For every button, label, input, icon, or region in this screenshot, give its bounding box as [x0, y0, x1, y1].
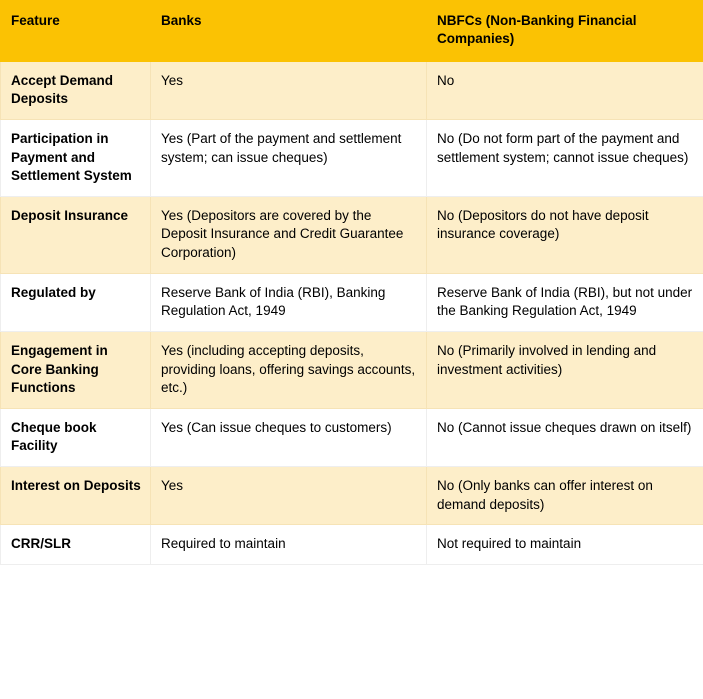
table-row: [1, 408, 703, 466]
table-row: [1, 196, 703, 273]
cell-nbfcs: No (Do not form part of the payment and settlement system; cannot issue cheques): [427, 119, 703, 196]
cell-banks: Yes: [151, 61, 427, 119]
cell-nbfcs: No: [427, 61, 703, 119]
cell-feature: Participation in Payment and Settlement System: [1, 119, 151, 196]
cell-feature: Interest on Deposits: [1, 467, 151, 525]
cell-nbfcs: No (Depositors do not have deposit insurance coverage): [427, 196, 703, 273]
cell-banks: Yes (Depositors are covered by the Deposit Insurance and Credit Guarantee Corporation): [151, 196, 427, 273]
cell-feature: Regulated by: [1, 273, 151, 331]
table-row: [1, 273, 703, 331]
table-row: [1, 467, 703, 525]
cell-nbfcs: No (Only banks can offer interest on demand deposits): [427, 467, 703, 525]
cell-feature: CRR/SLR: [1, 525, 151, 565]
cell-nbfcs: Reserve Bank of India (RBI), but not under the Banking Regulation Act, 1949: [427, 273, 703, 331]
cell-banks: Yes: [151, 467, 427, 525]
table-row: [1, 119, 703, 196]
cell-banks: Yes (including accepting deposits, providing loans, offering savings accounts, etc.): [151, 331, 427, 408]
table-row: [1, 331, 703, 408]
cell-feature: Accept Demand Deposits: [1, 61, 151, 119]
cell-banks: Required to maintain: [151, 525, 427, 565]
column-header-banks: Banks: [151, 1, 427, 62]
cell-nbfcs: Not required to maintain: [427, 525, 703, 565]
cell-banks: Reserve Bank of India (RBI), Banking Regulation Act, 1949: [151, 273, 427, 331]
table-header-row: [1, 1, 703, 62]
table-body: [1, 61, 703, 564]
table-row: [1, 61, 703, 119]
cell-nbfcs: No (Cannot issue cheques drawn on itself): [427, 408, 703, 466]
cell-feature: Engagement in Core Banking Functions: [1, 331, 151, 408]
table-row: [1, 525, 703, 565]
cell-feature: Cheque book Facility: [1, 408, 151, 466]
column-header-feature: Feature: [1, 1, 151, 62]
cell-feature: Deposit Insurance: [1, 196, 151, 273]
cell-banks: Yes (Can issue cheques to customers): [151, 408, 427, 466]
cell-nbfcs: No (Primarily involved in lending and investment activities): [427, 331, 703, 408]
column-header-nbfcs: NBFCs (Non-Banking Financial Companies): [427, 1, 703, 62]
table-header: [1, 1, 703, 62]
cell-banks: Yes (Part of the payment and settlement system; can issue cheques): [151, 119, 427, 196]
